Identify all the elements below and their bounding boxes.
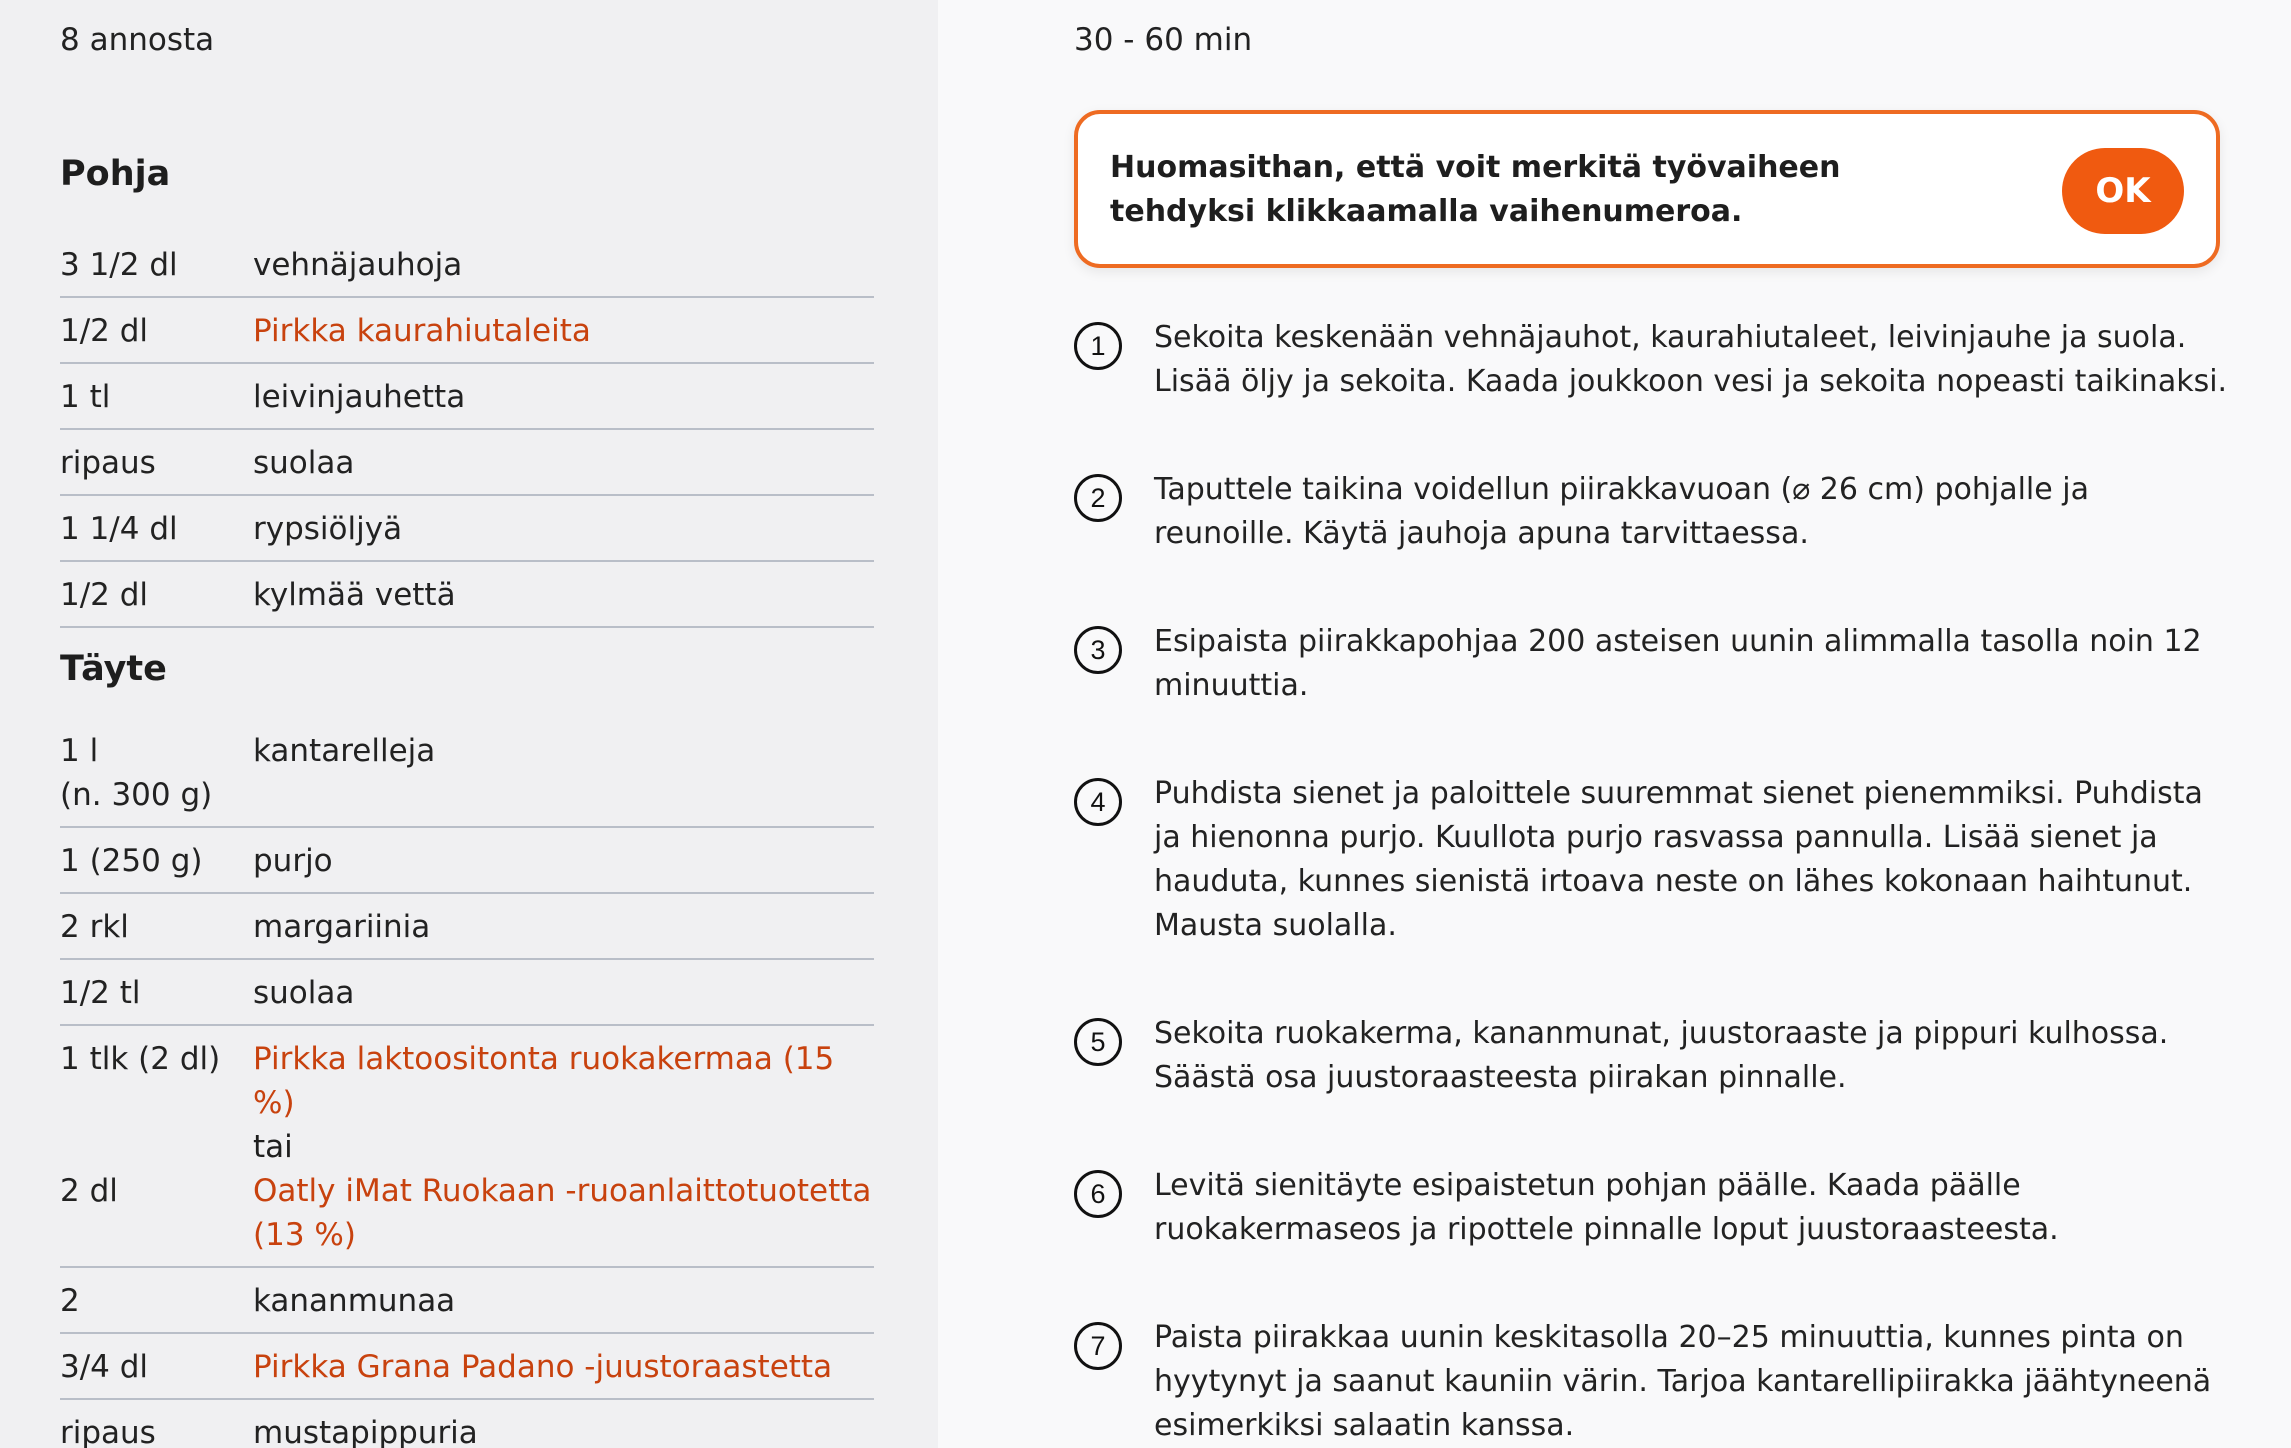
step-1 xyxy=(1074,316,2234,404)
step-number-button[interactable]: 3 xyxy=(1074,626,1122,674)
ingredient-name: kananmunaa xyxy=(253,1283,456,1319)
ingredient-row xyxy=(60,1334,874,1400)
ingredient-row xyxy=(60,1400,874,1448)
step-text: Sekoita keskenään vehnäjauhot, kaurahiutaleet, leivinjauhe ja suola. Lisää öljy ja sekoita. Kaada joukkoon vesi ja sekoita nopeasti taikinaksi. xyxy=(1154,320,2228,399)
ingredient-name: mustapippuria xyxy=(253,1415,478,1448)
ingredient-row xyxy=(60,298,874,364)
ingredient-amount: 1/2 dl xyxy=(60,577,149,613)
step-text: Puhdista sienet ja paloittele suuremmat sienet pienemmiksi. Puhdista ja hienonna purjo. Kuullota purjo rasvassa pannulla. Lisää sienet ja hauduta, kunnes sienistä irtoava neste on lähes kokonaan haihtunut. Mausta suolalla. xyxy=(1154,776,2203,943)
ok-button[interactable]: OK xyxy=(2062,148,2184,234)
step-2 xyxy=(1074,468,2234,556)
step-text: Esipaista piirakkapohjaa 200 asteisen uunin alimmalla tasolla noin 12 minuuttia. xyxy=(1154,624,2202,703)
ingredient-or-label: tai xyxy=(253,1129,293,1165)
ingredient-amount: 1 (250 g) xyxy=(60,843,203,879)
step-4 xyxy=(1074,772,2234,948)
step-number-button[interactable]: 5 xyxy=(1074,1018,1122,1066)
instructions-panel xyxy=(938,0,2291,1448)
ingredient-row xyxy=(60,1268,874,1334)
step-number-button[interactable]: 4 xyxy=(1074,778,1122,826)
ingredient-amount: 1 1/4 dl xyxy=(60,511,178,547)
hint-banner xyxy=(1074,110,2220,268)
servings-label: 8 annosta xyxy=(60,22,215,58)
ingredient-amount: 1 tlk (2 dl) xyxy=(60,1041,221,1077)
ingredient-option xyxy=(60,1037,874,1125)
ingredient-name: purjo xyxy=(253,843,333,879)
ingredient-name: margariinia xyxy=(253,909,431,945)
ingredient-amount: 1 tl xyxy=(60,379,111,415)
ingredient-product-link[interactable]: Pirkka kaurahiutaleita xyxy=(253,313,591,349)
step-7 xyxy=(1074,1316,2234,1448)
ingredient-product-link[interactable]: Oatly iMat Ruokaan -ruoanlaittotuotetta (13 %) xyxy=(253,1173,872,1253)
step-3 xyxy=(1074,620,2234,708)
step-6 xyxy=(1074,1164,2234,1252)
ingredient-row xyxy=(60,364,874,430)
ingredient-name: kantarelleja xyxy=(253,733,436,769)
step-number-button[interactable]: 2 xyxy=(1074,474,1122,522)
ingredients-panel xyxy=(0,0,938,1448)
ingredient-row xyxy=(60,496,874,562)
ingredient-amount: 2 rkl xyxy=(60,909,129,945)
hint-text: Huomasithan, että voit merkitä työvaiheen tehdyksi klikkaamalla vaihenumeroa. xyxy=(1110,150,1841,229)
ingredient-amount: 3 1/2 dl xyxy=(60,247,178,283)
ingredient-row xyxy=(60,232,874,298)
ingredient-name: kylmää vettä xyxy=(253,577,456,613)
section-title-tayte: Täyte xyxy=(60,649,167,689)
ingredient-amount: 1 l (n. 300 g) xyxy=(60,733,213,813)
ingredient-row xyxy=(60,562,874,628)
ingredient-amount: 1/2 tl xyxy=(60,975,141,1011)
step-text: Sekoita ruokakerma, kananmunat, juustoraaste ja pippuri kulhossa. Säästä osa juustoraasteesta piirakan pinnalle. xyxy=(1154,1016,2169,1095)
ingredient-row xyxy=(60,960,874,1026)
ingredient-name: rypsiöljyä xyxy=(253,511,403,547)
step-5 xyxy=(1074,1012,2234,1100)
ingredient-row xyxy=(60,828,874,894)
ingredient-product-link[interactable]: Pirkka laktoositonta ruokakermaa (15 %) xyxy=(253,1041,835,1121)
ingredient-table-pohja xyxy=(60,232,874,628)
step-number-button[interactable]: 6 xyxy=(1074,1170,1122,1218)
ingredient-row xyxy=(60,1026,874,1268)
ingredient-name: vehnäjauhoja xyxy=(253,247,463,283)
ingredient-row xyxy=(60,894,874,960)
ingredient-amount: ripaus xyxy=(60,445,156,481)
ingredient-table-tayte xyxy=(60,718,874,1448)
ingredient-name: suolaa xyxy=(253,445,355,481)
ingredient-row xyxy=(60,718,874,828)
ingredient-or-row xyxy=(60,1125,874,1169)
step-number-button[interactable]: 1 xyxy=(1074,322,1122,370)
ingredient-amount: 1/2 dl xyxy=(60,313,149,349)
ingredient-row xyxy=(60,430,874,496)
step-text: Taputtele taikina voidellun piirakkavuoan (⌀ 26 cm) pohjalle ja reunoille. Käytä jauhoja apuna tarvittaessa. xyxy=(1154,472,2089,551)
ingredient-amount: ripaus xyxy=(60,1415,156,1448)
ingredient-product-link[interactable]: Pirkka Grana Padano -juustoraastetta xyxy=(253,1349,833,1385)
step-number-button[interactable]: 7 xyxy=(1074,1322,1122,1370)
step-text: Paista piirakkaa uunin keskitasolla 20–25 minuuttia, kunnes pinta on hyytynyt ja saanut kauniin värin. Tarjoa kantarellipiirakka jäähtyneenä esimerkiksi salaatin kanssa. xyxy=(1154,1320,2212,1443)
ingredient-amount: 2 xyxy=(60,1283,80,1319)
section-title-pohja: Pohja xyxy=(60,154,171,194)
ingredient-amount: 2 dl xyxy=(60,1173,118,1209)
ingredient-amount: 3/4 dl xyxy=(60,1349,149,1385)
ingredient-name: suolaa xyxy=(253,975,355,1011)
step-text: Levitä sienitäyte esipaistetun pohjan päälle. Kaada päälle ruokakermaseos ja ripottele pinnalle loput juustoraasteesta. xyxy=(1154,1168,2059,1247)
duration-label: 30 - 60 min xyxy=(1074,22,1253,58)
ingredient-name: leivinjauhetta xyxy=(253,379,466,415)
ingredient-option xyxy=(60,1169,874,1257)
